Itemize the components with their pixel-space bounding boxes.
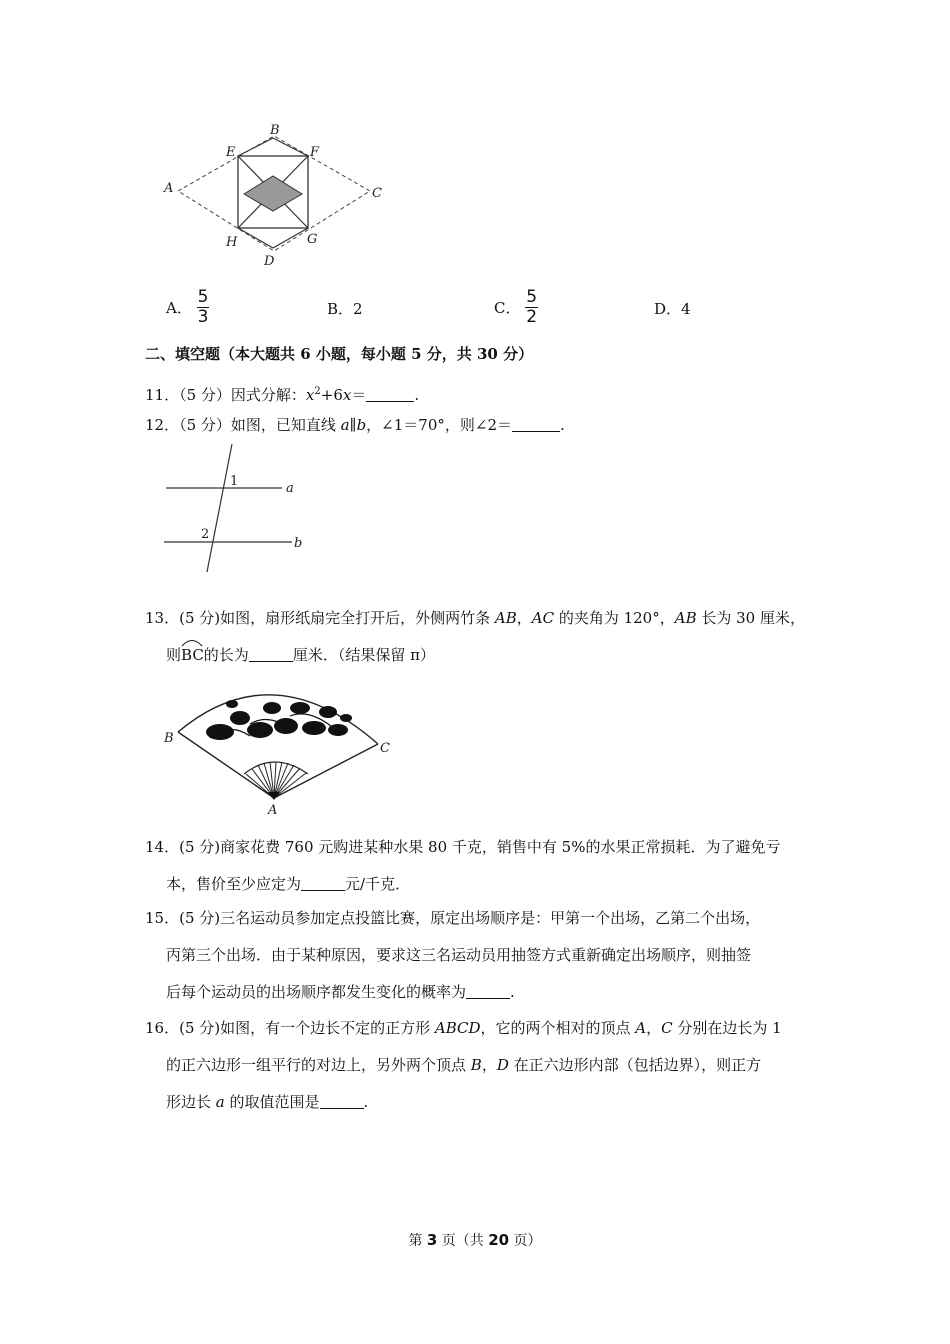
- label-A: A: [164, 181, 174, 196]
- question-12: 12．（5 分）如图，已知直线 a∥b，∠1＝70°，则∠2＝ .: [145, 416, 565, 434]
- question-14-line-1: 14．(5 分)商家花费 760 元购进某种水果 80 千克，销售中有 5%的水果正常损耗．为了避免亏: [145, 838, 781, 856]
- answer-blank: [320, 1094, 364, 1109]
- answer-blank: [366, 387, 414, 402]
- option-c: C． $\frac{5}{2}$: [494, 287, 538, 327]
- angle-2-label: 2: [201, 527, 210, 542]
- line-a-label: a: [286, 481, 294, 496]
- page-footer: 第 3 页（共 20 页）: [408, 1231, 542, 1249]
- answer-blank: [249, 647, 293, 662]
- question-16-line-2: 的正六边形一组平行的对边上，另外两个顶点 B，D 在正六边形内部（包括边界），则正方: [166, 1056, 762, 1074]
- option-b: B．2: [327, 300, 363, 318]
- label-G: G: [307, 232, 318, 247]
- label-H: H: [226, 235, 238, 250]
- question-13-line-2: 则 BC的长为 厘米．（结果保留 π）: [166, 645, 435, 665]
- question-15-line-2: 丙第三个出场．由于某种原因，要求这三名运动员用抽签方式重新确定出场顺序，则抽签: [166, 946, 752, 964]
- answer-blank: [466, 984, 510, 999]
- question-15-line-3: 后每个运动员的出场顺序都发生变化的概率为 .: [166, 983, 515, 1001]
- fraction-5-2: $\frac{5}{2}$: [526, 287, 538, 327]
- parallel-lines-figure: [160, 440, 320, 580]
- fan-figure: [160, 672, 400, 820]
- arc-bc: BC: [181, 645, 204, 665]
- answer-blank: [301, 876, 345, 891]
- label-B: B: [270, 123, 280, 138]
- question-11: 11．（5 分）因式分解：$x^2+6x=$ .: [145, 386, 420, 404]
- fan-label-B: B: [164, 731, 174, 746]
- fraction-5-3: $\frac{5}{3}$: [197, 287, 209, 327]
- rhombus-square-figure: [160, 118, 400, 273]
- answer-blank: [512, 417, 560, 432]
- fan-label-A: A: [268, 803, 278, 818]
- option-d: D．4: [654, 300, 691, 318]
- label-F: F: [310, 145, 320, 160]
- line-b-label: b: [294, 536, 303, 551]
- question-13-line-1: 13．(5 分)如图，扇形纸扇完全打开后，外侧两竹条 AB，AC 的夹角为 120°，AB 长为 30 厘米，: [145, 609, 805, 627]
- label-D: D: [264, 254, 275, 269]
- question-16-line-1: 16．(5 分)如图，有一个边长不定的正方形 ABCD，它的两个相对的顶点 A，C 分别在边长为 1: [145, 1019, 782, 1037]
- fan-label-C: C: [380, 741, 390, 756]
- angle-1-label: 1: [230, 474, 239, 489]
- question-14-line-2: 本，售价至少应定为 元/千克．: [166, 875, 411, 893]
- option-a: A． $\frac{5}{3}$: [166, 287, 209, 327]
- section-heading: 二、填空题（本大题共 6 小题，每小题 5 分，共 30 分）: [145, 345, 534, 363]
- question-15-line-1: 15．(5 分)三名运动员参加定点投篮比赛，原定出场顺序是：甲第一个出场，乙第二个出场，: [145, 909, 761, 927]
- label-C: C: [372, 186, 382, 201]
- question-16-line-3: 形边长 a 的取值范围是 .: [166, 1093, 369, 1111]
- label-E: E: [226, 145, 236, 160]
